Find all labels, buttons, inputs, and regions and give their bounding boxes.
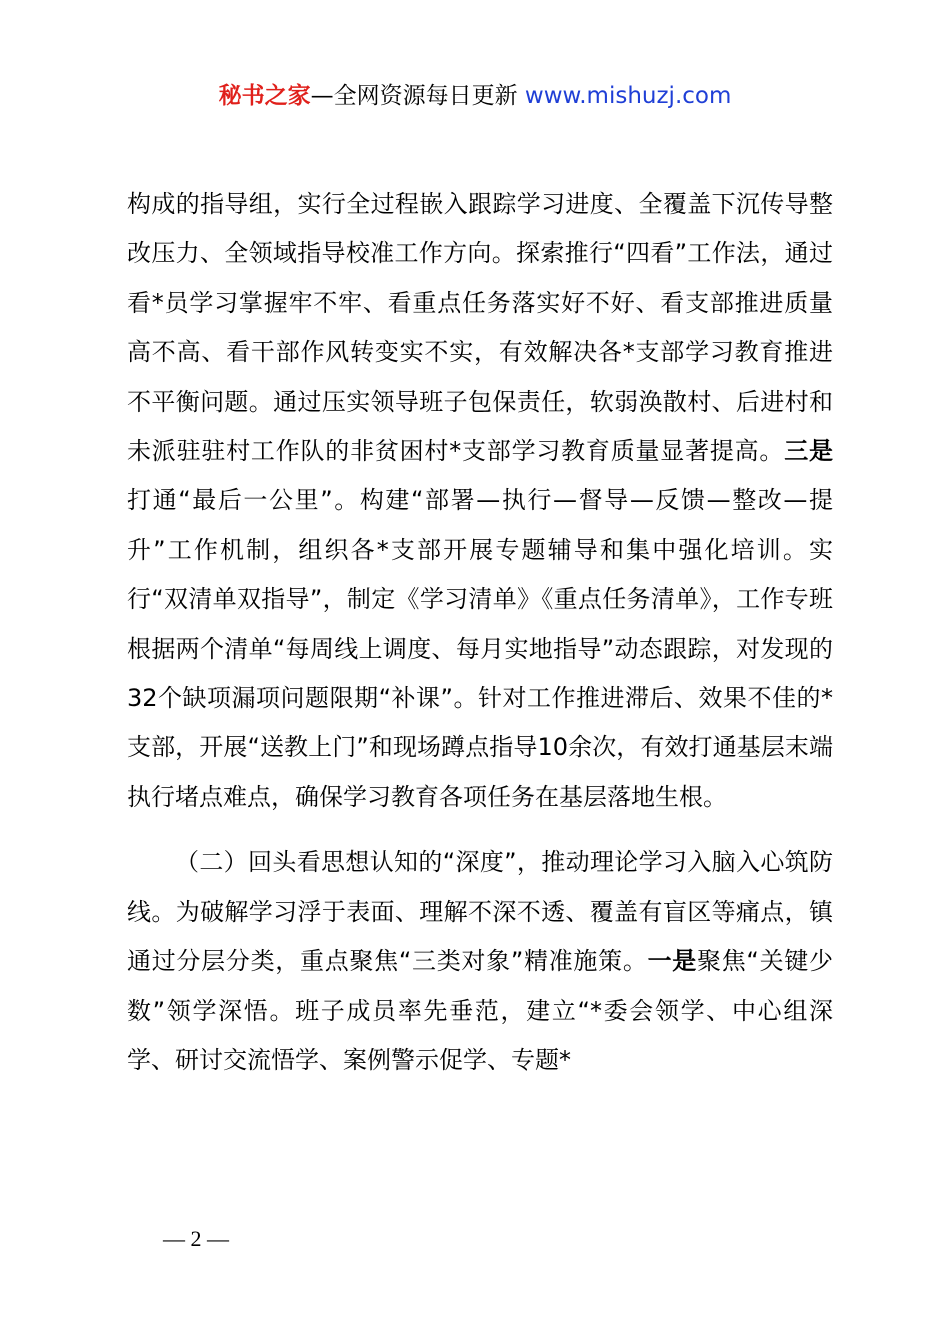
body-paragraph (127, 180, 833, 822)
paragraph-text: 聚焦“关键少数”领学深悟。班子成员率先垂范，建立“*委会领学、中心组深学、研讨交流悟学、案例警示促学、专题* (127, 947, 834, 1074)
document-body (127, 180, 833, 1085)
site-url[interactable]: www.mishuzj.com (524, 83, 732, 109)
body-paragraph (127, 838, 833, 1085)
header-tagline: —全网资源每日更新 (310, 83, 525, 109)
paragraph-text: 构成的指导组，实行全过程嵌入跟踪学习进度、全覆盖下沉传导整改压力、全领域指导校准工作方向。探索推行“四看”工作法，通过看*员学习掌握牢不牢、看重点任务落实好不好、看支部推进质量高不高、看干部作风转变实不实，有效解决各*支部学习教育推进不平衡问题。通过压实领导班子包保责任，软弱涣散村、后进村和未派驻驻村工作队的非贫困村*支部学习教育质量显著提高。 (127, 190, 833, 466)
paragraph-text: （二）回头看思想认知的“深度”，推动理论学习入脑入心筑防线。为破解学习浮于表面、理解不深不透、覆盖有盲区等痛点，镇通过分层分类，重点聚焦“三类对象”精准施策。 (127, 848, 833, 976)
bold-lead-phrase: 一是 (647, 947, 697, 976)
brand-name: 秘书之家 (218, 83, 311, 109)
paragraph-text: 打通“最后一公里”。构建“部署—执行—督导—反馈—整改—提升”工作机制，组织各*支部开展专题辅导和集中强化培训。实行“双清单双指导”，制定《学习清单》《重点任务清单》，工作专班根据两个清单“每周线上调度、每月实地指导”动态跟踪，对发现的32个缺项漏项问题限期“补课”。针对工作推进滞后、效果不佳的*支部，开展“送教上门”和现场蹲点指导10余次，有效打通基层末端执行堵点难点，确保学习教育各项任务在基层落地生根。 (127, 486, 833, 811)
page-number: — 2 — (163, 1226, 229, 1251)
site-header (0, 80, 950, 112)
bold-lead-phrase: 三是 (784, 437, 834, 466)
